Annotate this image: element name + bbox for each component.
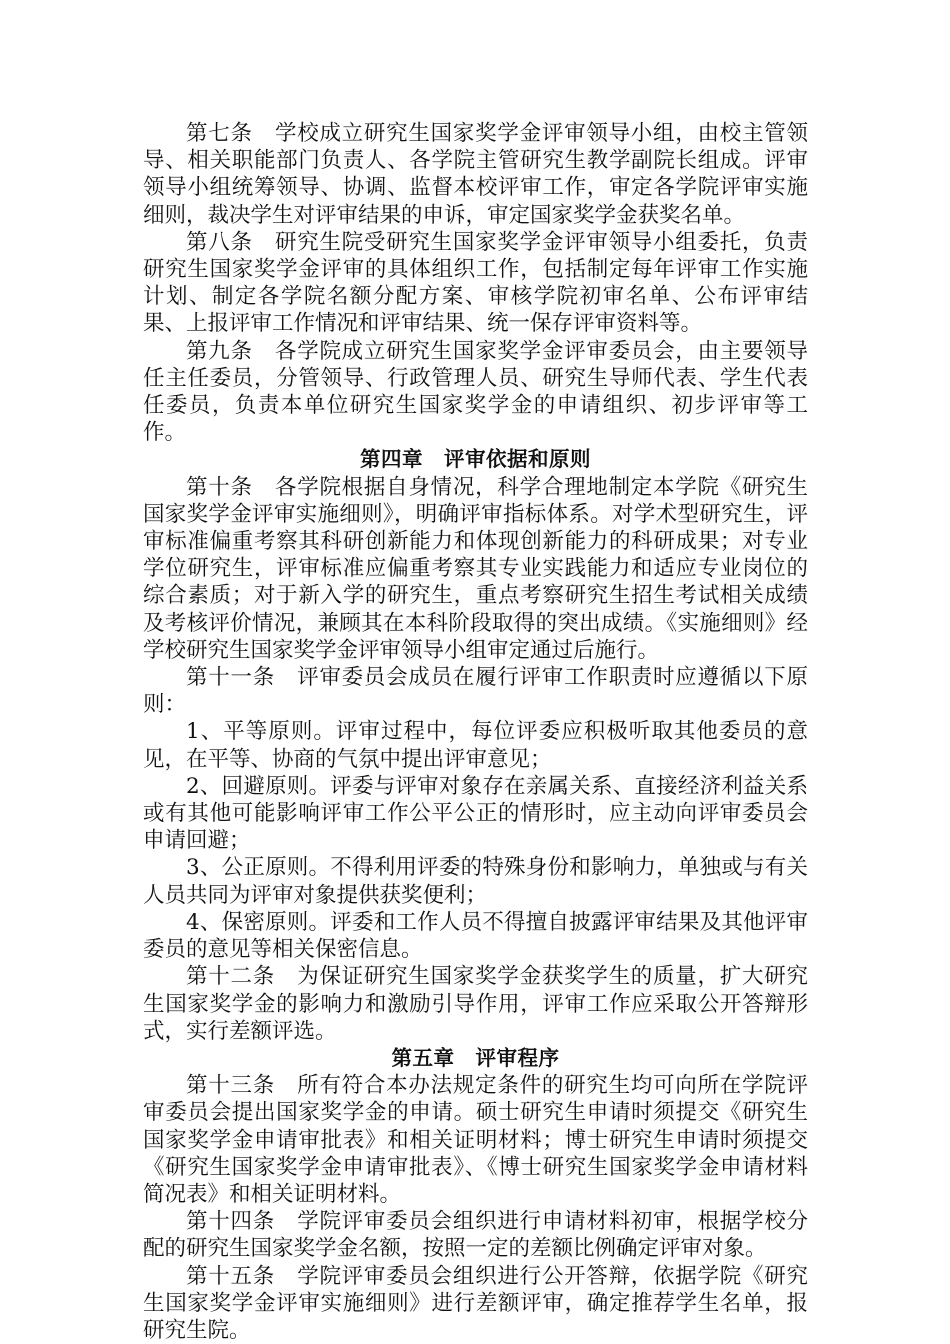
principle-equality: 1、平等原则。评审过程中，每位评委应积极听取其他委员的意见，在平等、协商的气氛中提出评审意见； <box>143 719 808 772</box>
article-14: 第十四条 学院评审委员会组织进行申请材料初审，根据学校分配的研究生国家奖学金名额，按照一定的差额比例确定评审对象。 <box>143 1209 808 1262</box>
principle-fairness: 3、公正原则。不得利用评委的特殊身份和影响力，单独或与有关人员共同为评审对象提供获奖便利； <box>143 855 808 908</box>
article-11: 第十一条 评审委员会成员在履行评审工作职责时应遵循以下原则： <box>143 665 808 718</box>
article-8: 第八条 研究生院受研究生国家奖学金评审领导小组委托，负责研究生国家奖学金评审的具体组织工作，包括制定每年评审工作实施计划、制定各学院名额分配方案、审核学院初审名单、公布评审结果、上报评审工作情况和评审结果、统一保存评审资料等。 <box>143 229 808 337</box>
chapter-4-heading: 第四章 评审依据和原则 <box>360 447 591 472</box>
article-13: 第十三条 所有符合本办法规定条件的研究生均可向所在学院评审委员会提出国家奖学金的申请。硕士研究生申请时须提交《研究生国家奖学金申请审批表》和相关证明材料；博士研究生申请时须提交《研究生国家奖学金申请审批表》、《博士研究生国家奖学金申请材料简况表》和相关证明材料。 <box>143 1073 808 1207</box>
chapter-5-heading: 第五章 评审程序 <box>391 1045 560 1070</box>
principle-recusal: 2、回避原则。评委与评审对象存在亲属关系、直接经济利益关系或有其他可能影响评审工作公平公正的情形时，应主动向评审委员会申请回避； <box>143 773 808 854</box>
article-10: 第十条 各学院根据自身情况，科学合理地制定本学院《研究生国家奖学金评审实施细则》，明确评审指标体系。对学术型研究生，评审标准偏重考察其科研创新能力和体现创新能力的科研成果；对专业学位研究生，评审标准应偏重考察其专业实践能力和适应专业岗位的综合素质；对于新入学的研究生，重点考察研究生招生考试相关成绩及考核评价情况，兼顾其在本科阶段取得的突出成绩。《实施细则》经学校研究生国家奖学金评审领导小组审定通过后施行。 <box>143 474 808 663</box>
principle-confidentiality: 4、保密原则。评委和工作人员不得擅自披露评审结果及其他评审委员的意见等相关保密信息。 <box>143 909 808 963</box>
article-12: 第十二条 为保证研究生国家奖学金获奖学生的质量，扩大研究生国家奖学金的影响力和激励引导作用，评审工作应采取公开答辩形式，实行差额评选。 <box>143 964 808 1044</box>
document-page <box>143 120 808 1344</box>
article-7: 第七条 学校成立研究生国家奖学金评审领导小组，由校主管领导、相关职能部门负责人、各学院主管研究生教学副院长组成。评审领导小组统筹领导、协调、监督本校评审工作，审定各学院评审实施细则，裁决学生对评审结果的申诉，审定国家奖学金获奖名单。 <box>143 121 808 228</box>
article-9: 第九条 各学院成立研究生国家奖学金评审委员会，由主要领导任主任委员，分管领导、行政管理人员、研究生导师代表、学生代表任委员，负责本单位研究生国家奖学金的申请组织、初步评审等工作。 <box>143 338 808 446</box>
article-15: 第十五条 学院评审委员会组织进行公开答辩，依据学院《研究生国家奖学金评审实施细则》进行差额评审，确定推荐学生名单，报研究生院。 <box>143 1263 808 1343</box>
